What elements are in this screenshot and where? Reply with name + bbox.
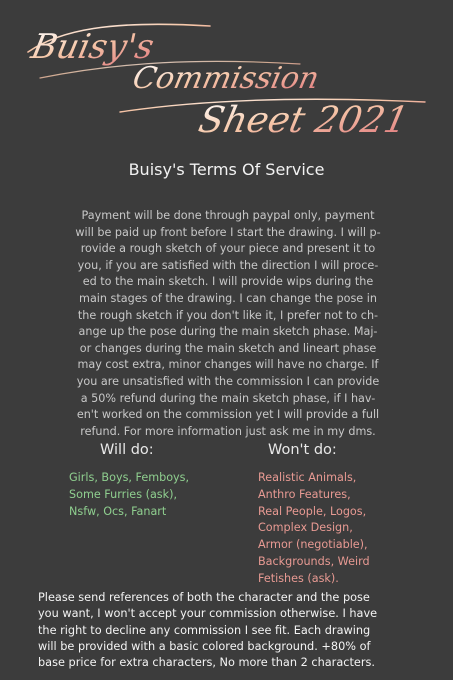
tos-line: will be paid up front before I start the drawing. I will p- <box>75 225 381 239</box>
wont-do-item: Real People, Logos, <box>258 504 367 518</box>
banner-title <box>0 0 453 150</box>
wont-do-item: Fetishes (ask). <box>258 571 339 585</box>
banner-line-3: Sheet 2021 <box>195 98 413 141</box>
tos-line: Payment will be done through paypal only, payment <box>81 209 375 222</box>
footer-line: base price for extra characters, No more than 2 characters. <box>38 656 375 670</box>
wont-do-item: Realistic Animals, <box>258 471 357 484</box>
tos-line: may cost extra, minor changes will have no charge. If <box>77 358 379 372</box>
wont-do-item: Backgrounds, Weird <box>258 554 370 568</box>
banner-line-1: Buisy's <box>27 27 158 67</box>
tos-line: ange up the pose during the main sketch phase. Maj- <box>78 325 378 339</box>
tos-line: or changes during the main sketch and lineart phase <box>79 341 377 355</box>
tos-line: en't worked on the commission yet I will provide a full <box>76 408 380 422</box>
tos-line: refund. For more information just ask me in my dms. <box>80 424 376 438</box>
footer-line: you want, I won't accept your commission otherwise. I have <box>38 607 378 621</box>
wont-do-item: Complex Design, <box>258 521 353 535</box>
tos-body <box>56 208 400 440</box>
will-do-title: Will do: <box>100 442 154 458</box>
footer-line: the right to decline any commission I see fit. Each drawing <box>38 623 371 637</box>
tos-line: a 50% refund during the main sketch phase, if I hav- <box>80 391 376 405</box>
wont-do-list <box>258 470 370 588</box>
tos-line: the rough sketch if you don't like it, I prefer not to ch- <box>77 308 379 322</box>
wont-do-item: Anthro Features, <box>258 487 351 501</box>
footer-line: Please send references of both the character and the pose <box>38 591 370 604</box>
wont-do-title: Won't do: <box>268 442 337 458</box>
footer-notes <box>38 590 418 671</box>
banner-line-2: Commission <box>129 61 323 96</box>
will-do-item: Nsfw, Ocs, Fanart <box>69 504 167 518</box>
tos-title: Buisy's Terms Of Service <box>128 160 325 179</box>
tos-line: you are unsatisfied with the commission I can provide <box>76 374 380 388</box>
footer-line: will be provided with a basic colored background. +80% of <box>38 639 371 653</box>
tos-line: ed to the main sketch. I will provide wips during the <box>82 275 374 289</box>
will-do-item: Some Furries (ask), <box>69 487 178 501</box>
wont-do-item: Armor (negotiable), <box>258 538 368 552</box>
tos-line: main stages of the drawing. I can change the pose in <box>79 291 377 305</box>
will-do-list <box>69 470 189 520</box>
tos-line: rovide a rough sketch of your piece and present it to <box>80 242 376 256</box>
will-do-item: Girls, Boys, Femboys, <box>69 471 190 484</box>
tos-line: you, if you are satisfied with the direction I will proce- <box>77 258 379 272</box>
